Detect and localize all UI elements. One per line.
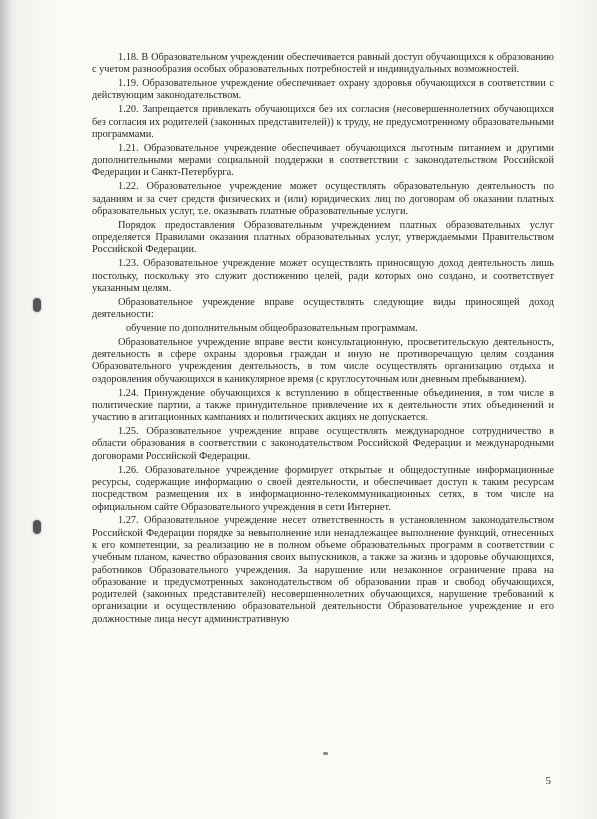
paragraph-1-23: 1.23. Образовательное учреждение может осуществлять приносящую доход деятельность лишь постольку, поскольку это служит достижению целей, ради которых оно создано, и соответствует указанным целям.: [92, 258, 554, 294]
paragraph-1-24: 1.24. Принуждение обучающихся к вступлению в общественные объединения, в том числе в политические партии, а также принудительное привлечение их к деятельности этих объединений и участию в агитационных кампаниях и политических акциях не допускается.: [92, 387, 554, 424]
paragraph-paid-services-order: Порядок предоставления Образовательным учреждением платных образовательных услуг определяется Правилами оказания платных образовательных услуг, утверждаемыми Правительством Российской Федерации.: [92, 219, 554, 256]
paragraph-1-22: 1.22. Образовательное учреждение может осуществлять образовательную деятельность по заданиям и за счет средств физических и (или) юридических лиц по договорам об оказании платных образовательных услуг, т.е. оказывать платные образовательные услуги.: [92, 181, 554, 217]
paragraph-1-26: 1.26. Образовательное учреждение формирует открытые и общедоступные информационные ресурсы, содержащие информацию о своей деятельности, и обеспечивает доступ к таким ресурсам посредством размещения их в информационно-телекоммуникационных сетях, в том числе на официальном сайте Образовательного учреждения в сети Интернет.: [92, 464, 554, 513]
scan-mark: [323, 752, 328, 755]
paragraph-consulting-activities: Образовательное учреждение вправе вести консультационную, просветительскую деятельность, деятельность в сфере охраны здоровья граждан и иную не противоречащую целям создания Образовательного учреждения деятельность, в том числе осуществлять организацию отдыха и оздоровления обучающихся в каникулярное время (с круглосуточным или дневным пребыванием).: [92, 336, 554, 385]
page-edge-shadow: [0, 0, 10, 819]
paragraph-1-19: 1.19. Образовательное учреждение обеспечивает охрану здоровья обучающихся в соответствии с действующим законодательством.: [92, 78, 554, 102]
paragraph-1-27: 1.27. Образовательное учреждение несет ответственность в установленном законодательством Российской Федерации порядке за невыполнение или ненадлежащее выполнение функций, отнесенных к его компетенции, за реализацию не в полном объеме образовательных программ в соответствии с учебным планом, качество образования своих выпускников, а также за жизнь и здоровье обучающихся, работников Образовательного учреждения. За нарушение или незаконное ограничение права на образование и предусмотренных законодательством об образовании прав и свобод обучающихся, родителей (законных представителей) несовершеннолетних обучающихся, нарушение требований к организации и осуществлению образовательной деятельности Образовательное учреждение и его должностные лица несут административную: [92, 515, 554, 625]
binder-hole-top: [33, 298, 41, 312]
paragraph-1-21: 1.21. Образовательное учреждение обеспечивает обучающихся льготным питанием и другими дополнительными мерами социальной поддержки в соответствии с законодательством Российской Федерации и Санкт-Петербурга.: [92, 142, 554, 179]
document-body: [92, 52, 554, 628]
binder-hole-bottom: [33, 520, 41, 534]
paragraph-additional-programs: обучение по дополнительным общеобразовательным программам.: [126, 322, 418, 334]
paragraph-1-25: 1.25. Образовательное учреждение вправе осуществлять международное сотрудничество в области образования в соответствии с законодательством Российской Федерации и международными договорами Российской Федерации.: [92, 426, 554, 462]
paragraph-1-20: 1.20. Запрещается привлекать обучающихся без их согласия (несовершеннолетних обучающихся без согласия их родителей (законных представителей)) к труду, не предусмотренному образовательными программами.: [92, 104, 554, 140]
paragraph-income-activities: Образовательное учреждение вправе осуществлять следующие виды приносящей доход деятельности:: [92, 296, 554, 321]
paragraph-1-18: 1.18. В Образовательном учреждении обеспечивается равный доступ обучающихся к образованию с учетом разнообразия особых образовательных потребностей и индивидуальных возможностей.: [92, 52, 554, 76]
page-number: 5: [545, 775, 551, 787]
